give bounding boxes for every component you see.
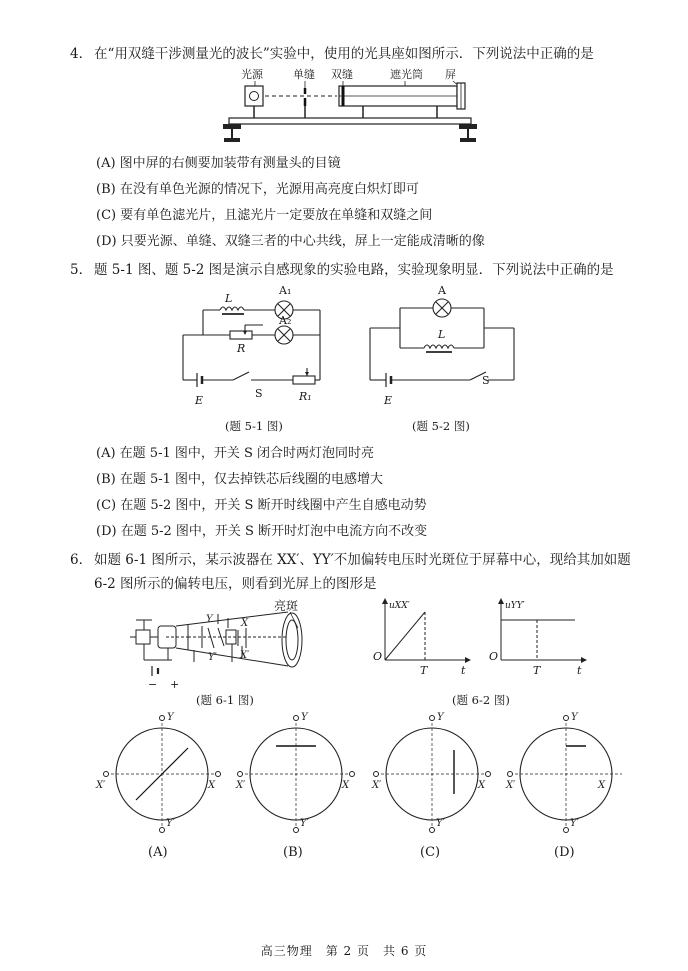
q5-number: 5． (70, 262, 93, 278)
fig61-label-Yp: Y′ (208, 652, 217, 663)
label-light-source: 光源 (241, 68, 263, 81)
choice-a-label: (A) (148, 845, 168, 860)
choice-a-figure (104, 716, 221, 833)
fig62-T-right: T (533, 664, 541, 677)
label-double-slit: 双缝 (331, 68, 353, 81)
a-label-Yp: Y′ (166, 818, 175, 829)
b-label-X: X (342, 780, 350, 791)
fig-5-2-caption: (题 5-2 图) (412, 419, 470, 433)
q5-stem-text: 题 5-1 图、题 5-2 图是演示自感现象的实验电路，实验现象明显．下列说法中正确的是 (94, 262, 614, 278)
fig51-label-A2: A₂ (279, 314, 292, 327)
label-single-slit: 单缝 (293, 68, 315, 81)
d-label-Yp: Y′ (570, 818, 579, 829)
fig62-t-left: t (461, 664, 466, 677)
d-label-Y: Y (571, 712, 578, 723)
fig51-label-R1: R₁ (299, 390, 312, 403)
choice-d-figure (508, 716, 623, 833)
fig61-label-X: X (241, 618, 249, 629)
q6-stem-text1: 如题 6-1 图所示，某示波器在 XX′、YY′不加偏转电压时光斑位于屏幕中心，现给其加如题 (94, 552, 631, 568)
choice-b-label: (B) (283, 845, 303, 860)
choice-d-label: (D) (554, 845, 575, 860)
fig52-label-A: A (438, 284, 446, 297)
fig51-label-E: E (195, 394, 204, 407)
q6-stem-line2: 6-2 图所示的偏转电压，则看到光屏上的图形是 (94, 576, 377, 592)
fig51-label-A1: A₁ (279, 284, 292, 297)
q4-option-d: (D) 只要光源、单缝、双缝三者的中心共线，屏上一定能成清晰的像 (96, 234, 485, 249)
fig51-label-L: L (225, 292, 233, 305)
page-footer: 高三物理 第 2 页 共 6 页 (260, 944, 428, 958)
q4-option-a: (A) 图中屏的右侧要加装带有测量头的目镜 (96, 156, 341, 171)
fig51-label-S: S (255, 387, 263, 400)
a-label-Xp: X′ (96, 780, 106, 791)
c-label-Y: Y (437, 712, 444, 723)
fig62-ux-label: uXX′ (389, 601, 410, 611)
q6-stem-line1 (70, 548, 631, 568)
q5-option-d: (D) 在题 5-2 图中，开关 S 断开时灯泡中电流方向不改变 (96, 524, 428, 539)
fig61-label-Y: Y (206, 614, 213, 625)
c-label-Xp: X′ (372, 780, 382, 791)
fig62-origin-left: O (373, 650, 383, 663)
c-label-X: X (478, 780, 486, 791)
fig61-plus: + (170, 678, 180, 691)
q4-optical-bench-figure (215, 62, 485, 150)
q6-answer-circles (96, 708, 620, 848)
choice-c-figure (374, 716, 491, 833)
fig-5-1-caption: (题 5-1 图) (225, 419, 283, 433)
fig62-t-right: t (577, 664, 582, 677)
d-label-X: X (598, 780, 606, 791)
fig-6-2-graphs (365, 598, 595, 678)
q4-number: 4． (70, 46, 93, 62)
lamp-box (245, 86, 263, 106)
a-label-X: X (208, 780, 216, 791)
fig-5-1-circuit (175, 280, 345, 410)
fig-5-2-circuit (362, 280, 527, 410)
fig52-label-S: S (482, 374, 490, 387)
label-shading-tube: 遮光筒 (390, 68, 423, 81)
q5-option-c: (C) 在题 5-2 图中，开关 S 断开时线圈中产生自感电动势 (96, 498, 427, 513)
b-label-Yp: Y′ (300, 818, 309, 829)
c-label-Yp: Y′ (436, 818, 445, 829)
fig52-label-L: L (438, 328, 446, 341)
fig62-uy-label: uYY′ (505, 601, 525, 611)
q4-option-c: (C) 要有单色滤光片，且滤光片一定要放在单缝和双缝之间 (96, 208, 433, 223)
fig51-label-R: R (237, 342, 246, 355)
fig61-minus: − (148, 678, 158, 691)
fig62-origin-right: O (489, 650, 499, 663)
fig52-label-E: E (384, 394, 393, 407)
fig61-label-spot: 亮斑 (274, 599, 299, 613)
label-screen: 屏 (445, 68, 456, 81)
choice-c-label: (C) (420, 845, 441, 860)
fig-6-1-oscilloscope (128, 600, 333, 695)
fig61-label-Xp: X′ (240, 650, 250, 661)
fig62-T-left: T (420, 664, 428, 677)
d-label-Xp: X′ (506, 780, 516, 791)
q4-stem (70, 42, 594, 62)
b-label-Y: Y (301, 712, 308, 723)
q4-stem-text: 在“用双缝干涉测量光的波长”实验中，使用的光具座如图所示．下列说法中正确的是 (94, 46, 594, 62)
q4-option-b: (B) 在没有单色光源的情况下，光源用高亮度白炽灯即可 (96, 182, 419, 197)
b-label-Xp: X′ (236, 780, 246, 791)
fig-6-2-caption: (题 6-2 图) (452, 693, 510, 707)
q6-number: 6． (70, 552, 93, 568)
q5-option-b: (B) 在题 5-1 图中，仅去掉铁芯后线圈的电感增大 (96, 472, 384, 487)
bench-rail (229, 118, 471, 124)
a-label-Y: Y (167, 712, 174, 723)
q5-option-a: (A) 在题 5-1 图中，开关 S 闭合时两灯泡同时亮 (96, 446, 375, 461)
fig-6-1-caption: (题 6-1 图) (196, 693, 254, 707)
choice-b-figure (238, 716, 355, 833)
q5-stem (70, 258, 614, 278)
